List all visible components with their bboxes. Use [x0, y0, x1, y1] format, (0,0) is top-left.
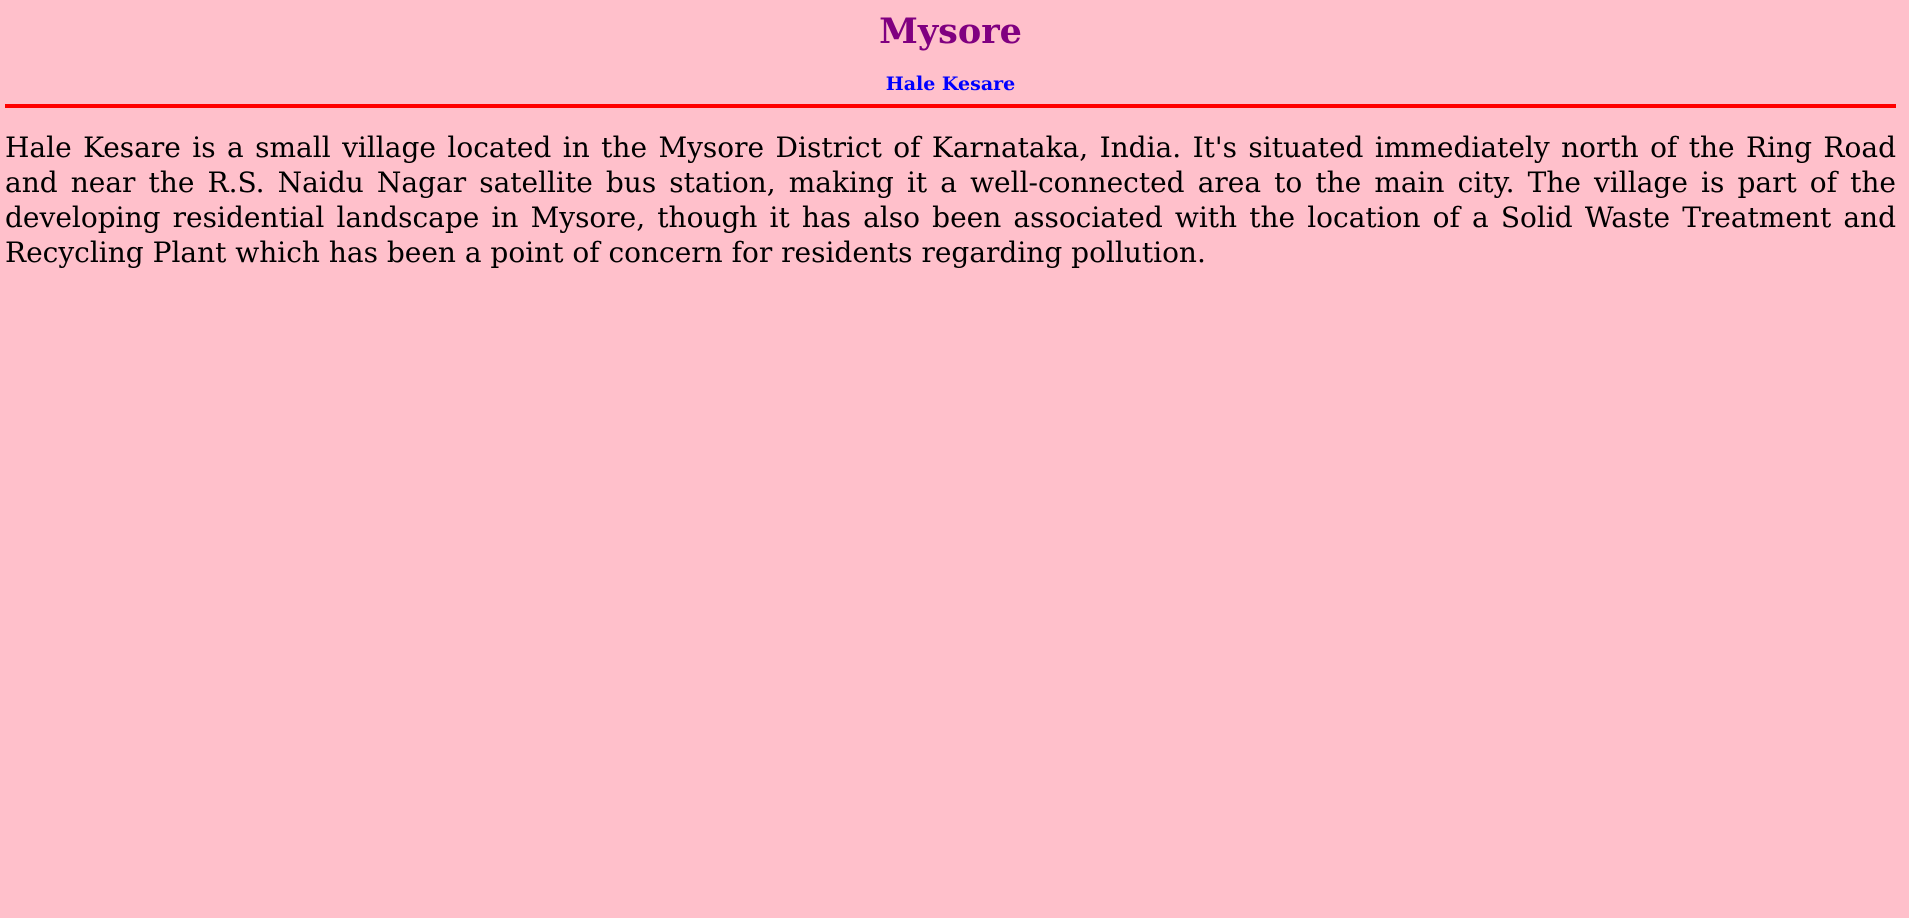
body-paragraph: Hale Kesare is a small village located in the Mysore District of Karnataka, India. It's situated immediately north of the Ring Road and near the R.S. Naidu Nagar satellite bus station, making it a well-connected area to the main city. The village is part of the developing residential landscape in Mysore, though it has also been associated with the location of a Solid Waste Treatment and Recycling Plant which has been a point of concern for residents regarding pollution. — [5, 131, 1896, 269]
header-divider — [5, 104, 1896, 108]
page-container — [5, 0, 1896, 270]
page-subtitle: Hale Kesare — [885, 73, 1016, 95]
page-title: Mysore — [879, 11, 1022, 52]
